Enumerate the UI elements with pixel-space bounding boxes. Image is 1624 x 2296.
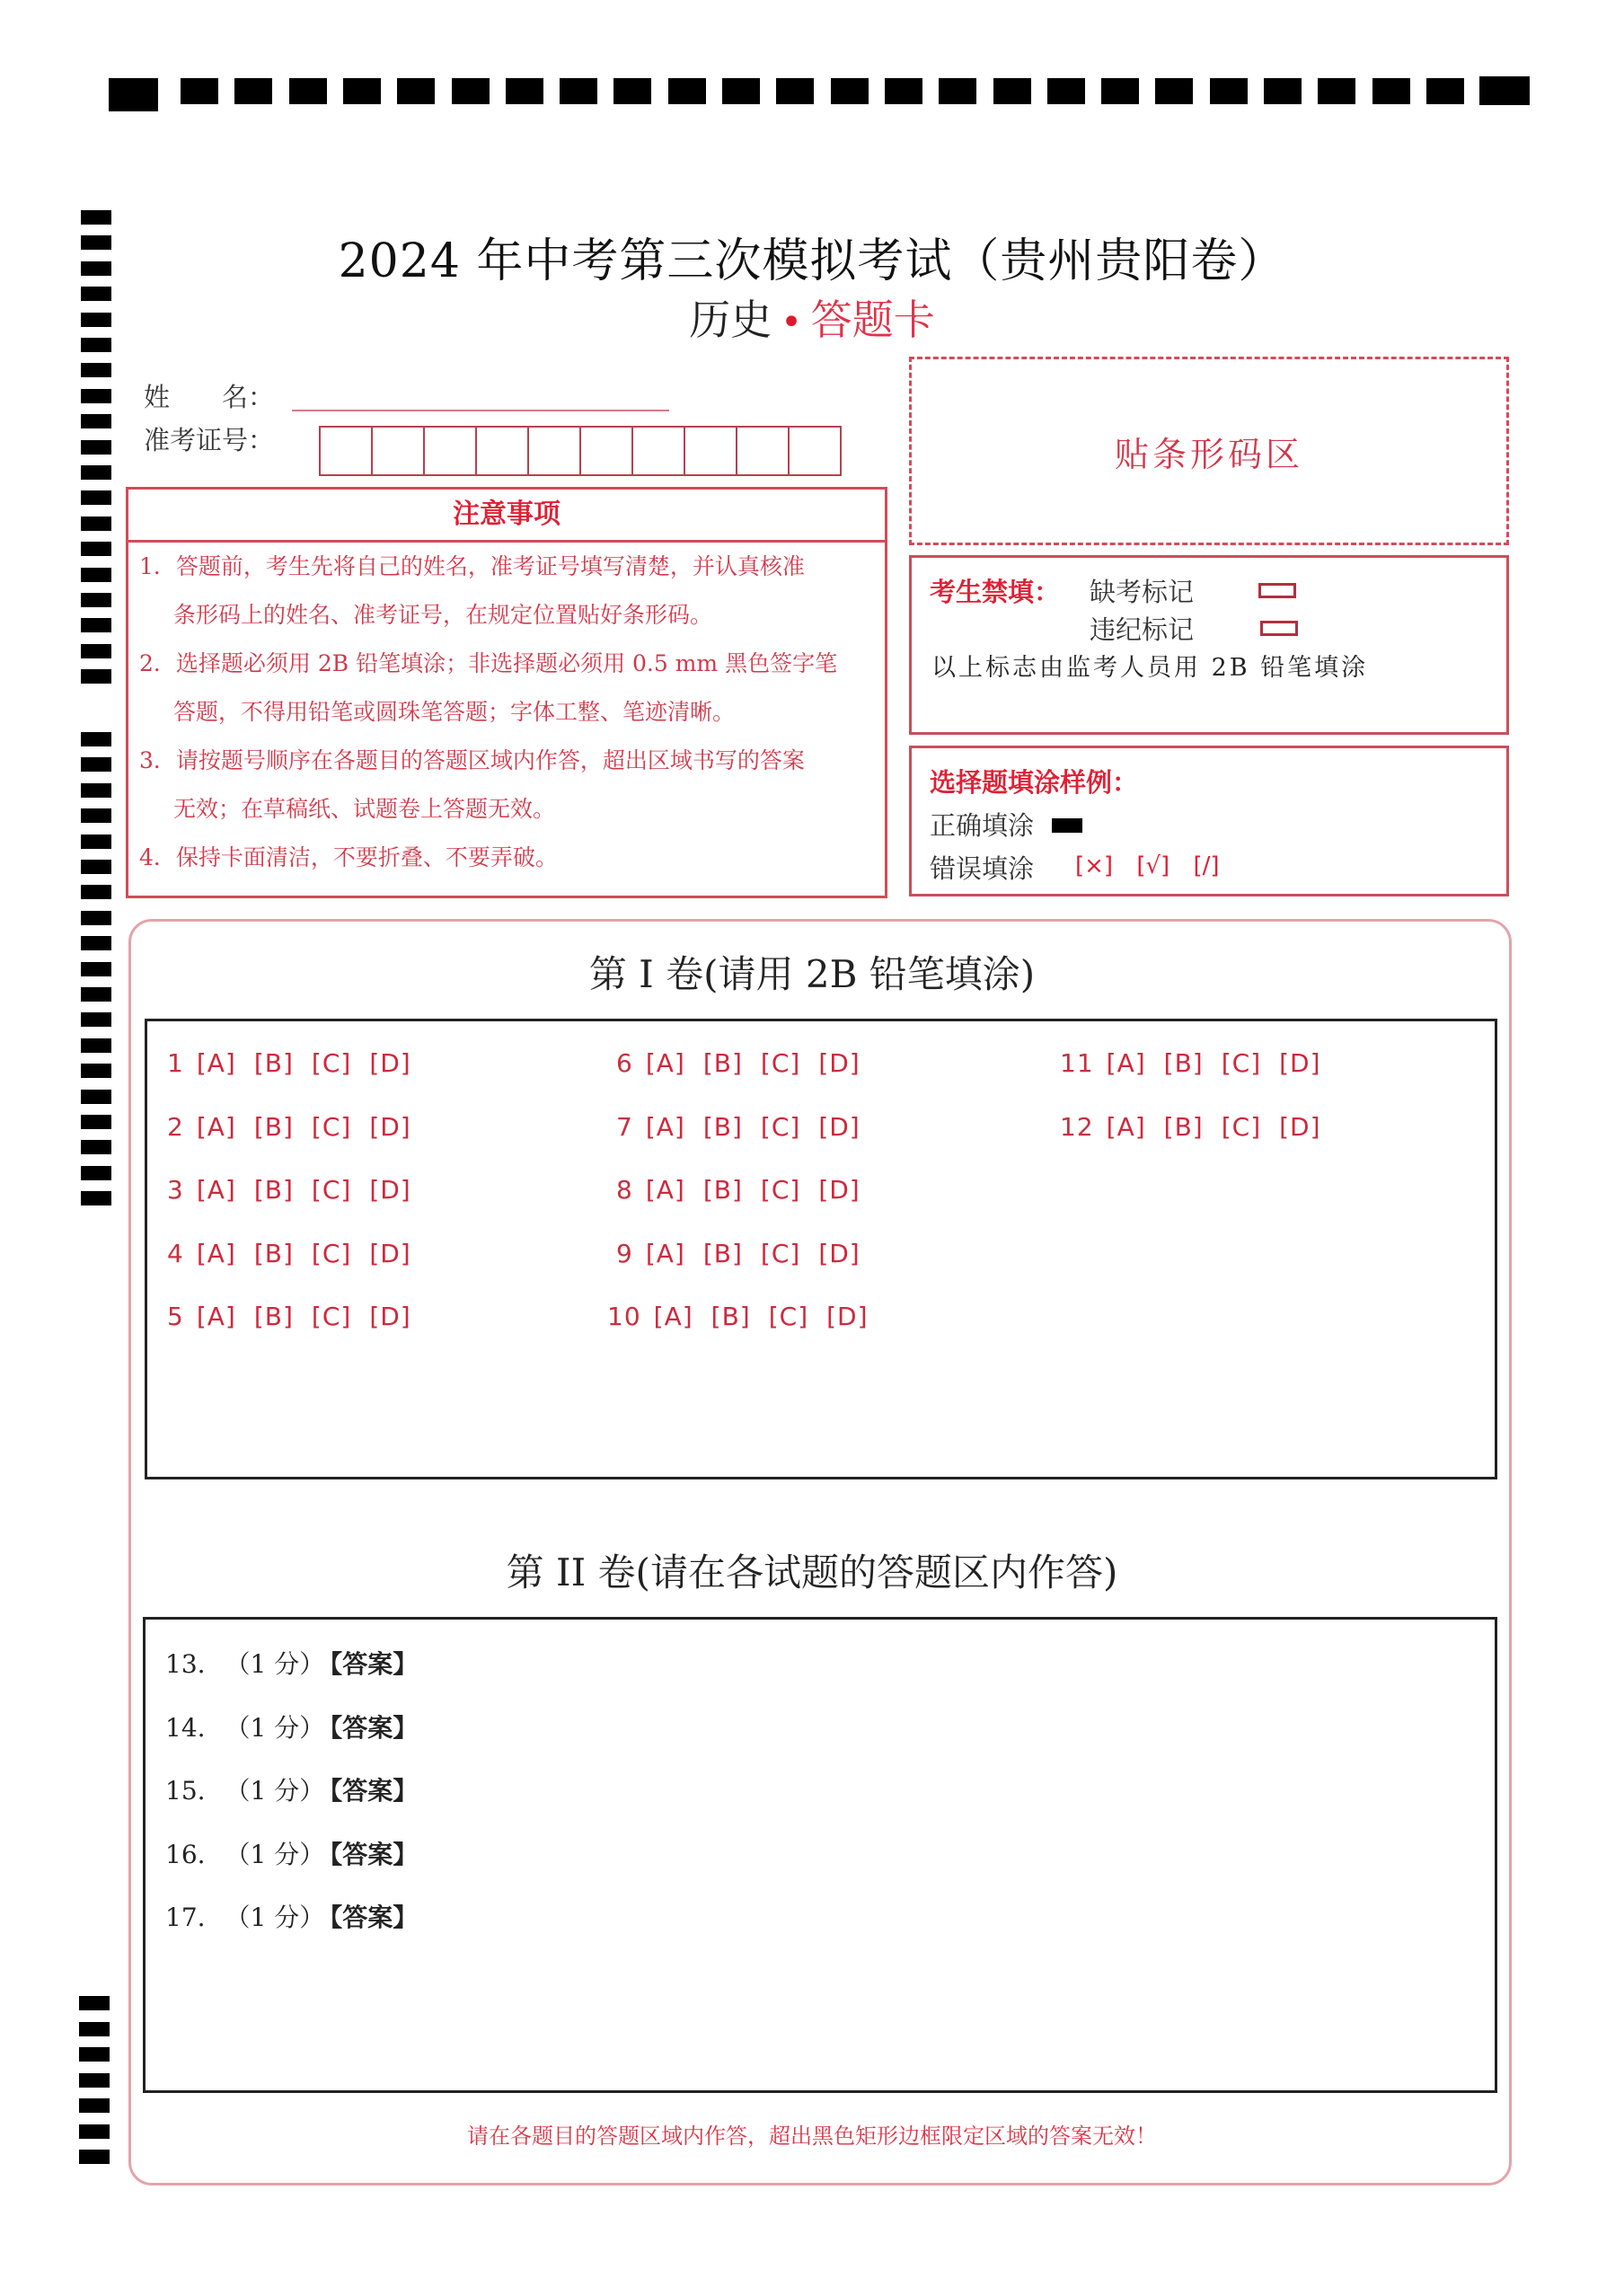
bubble-option-b[interactable]: [B] <box>702 1175 743 1205</box>
bubble-option-d[interactable]: [D] <box>369 1302 411 1331</box>
answer-tag: 【答案】 <box>330 1712 419 1743</box>
timing-mark <box>81 1140 111 1154</box>
bubble-option-b[interactable]: [B] <box>702 1111 743 1142</box>
absent-label: 缺考标记 <box>1090 577 1195 607</box>
name-label: 姓 名： <box>144 382 275 412</box>
bubble-option-d[interactable]: [D] <box>369 1238 411 1268</box>
exam-id-digit-box[interactable] <box>527 426 581 476</box>
wrong-mark-slash: [/] <box>1193 852 1220 879</box>
choice-question <box>167 1048 411 1078</box>
timing-mark <box>1318 78 1355 104</box>
barcode-area <box>909 357 1509 545</box>
notice-panel <box>126 487 887 898</box>
timing-mark <box>1479 76 1530 105</box>
answer-tag: 【答案】 <box>330 1903 419 1932</box>
bubble-option-a[interactable]: [A] <box>1106 1111 1146 1142</box>
timing-mark <box>81 465 111 480</box>
timing-mark <box>397 78 435 104</box>
subject-label: 历史 <box>689 296 772 344</box>
bubble-option-d[interactable]: [D] <box>369 1175 411 1205</box>
bubble-option-c[interactable]: [C] <box>760 1111 801 1142</box>
bubble-option-b[interactable]: [B] <box>1163 1111 1204 1142</box>
violation-checkbox[interactable] <box>1260 621 1298 636</box>
notice-item: 3．请按题号顺序在各题目的答题区域内作答，超出区域书写的答案 <box>139 747 805 773</box>
correct-fill-mark <box>1052 818 1082 833</box>
question-number: 5 <box>167 1302 184 1331</box>
question-number: 7 <box>616 1111 633 1142</box>
timing-mark <box>109 78 158 111</box>
timing-mark <box>1101 78 1139 104</box>
bubble-option-c[interactable]: [C] <box>311 1302 352 1331</box>
bubble-option-b[interactable]: [B] <box>253 1302 294 1331</box>
bubble-option-d[interactable]: [D] <box>1279 1111 1321 1142</box>
answer-question[interactable] <box>165 1709 418 1744</box>
section2-title: 第 II 卷(请在各试题的答题区内作答) <box>506 1550 1118 1594</box>
barcode-area-label: 贴条形码区 <box>1114 434 1303 474</box>
choice-question <box>1060 1048 1321 1078</box>
bubble-option-a[interactable]: [A] <box>653 1302 693 1331</box>
bubble-option-c[interactable]: [C] <box>768 1302 809 1331</box>
bubble-option-c[interactable]: [C] <box>311 1175 352 1205</box>
fill-sample-heading: 选择题填涂样例： <box>930 767 1139 798</box>
bubble-option-b[interactable]: [B] <box>253 1238 294 1268</box>
correct-fill-label: 正确填涂 <box>930 810 1035 841</box>
timing-mark <box>79 2073 110 2088</box>
bubble-option-b[interactable]: [B] <box>710 1302 751 1331</box>
bubble-option-a[interactable]: [A] <box>196 1238 236 1268</box>
choice-question <box>167 1239 411 1268</box>
answer-question[interactable] <box>165 1771 418 1807</box>
subtitle <box>0 287 1624 347</box>
section1-answer-box <box>145 1019 1497 1479</box>
bubble-option-a[interactable]: [A] <box>196 1302 236 1331</box>
timing-mark <box>79 1996 110 2010</box>
timing-mark <box>613 78 651 104</box>
notice-item: 条形码上的姓名、准考证号，在规定位置贴好条形码。 <box>173 602 713 628</box>
timing-mark <box>81 1191 111 1205</box>
bubble-option-a[interactable]: [A] <box>196 1111 236 1142</box>
choice-question <box>616 1112 861 1142</box>
violation-label: 违纪标记 <box>1090 614 1195 645</box>
exam-id-digit-box[interactable] <box>475 426 529 476</box>
timing-mark <box>81 1012 111 1027</box>
bubble-option-d[interactable]: [D] <box>369 1111 411 1142</box>
notice-item: 无效；在草稿纸、试题卷上答题无效。 <box>173 796 556 822</box>
answer-tag: 【答案】 <box>330 1776 419 1806</box>
notice-item: 答题，不得用铅笔或圆珠笔答题；字体工整、笔迹清晰。 <box>173 699 736 725</box>
question-score: （1 分） <box>225 1649 325 1679</box>
timing-mark <box>776 78 814 104</box>
bubble-option-a[interactable]: [A] <box>196 1175 236 1205</box>
timing-mark <box>81 835 111 849</box>
question-number: 10 <box>607 1302 641 1331</box>
timing-mark <box>81 1064 111 1078</box>
choice-question <box>616 1239 861 1268</box>
bubble-option-d[interactable]: [D] <box>369 1048 411 1078</box>
bubble-option-a[interactable]: [A] <box>645 1238 685 1268</box>
timing-mark <box>81 414 111 428</box>
bubble-option-a[interactable]: [A] <box>1106 1048 1146 1078</box>
bubble-option-c[interactable]: [C] <box>1221 1048 1262 1078</box>
question-number: 16. <box>165 1839 206 1869</box>
wrong-fill-label: 错误填涂 <box>930 853 1035 884</box>
timing-mark <box>81 517 111 531</box>
card-type-label: 答题卡 <box>810 296 935 344</box>
exam-id-label: 准考证号： <box>144 425 275 455</box>
timing-mark <box>81 757 111 772</box>
question-number: 3 <box>167 1175 184 1205</box>
choice-question <box>167 1302 411 1331</box>
timing-mark <box>1426 78 1464 104</box>
bubble-option-b[interactable]: [B] <box>1163 1048 1204 1078</box>
notice-item: 1．答题前，考生先将自己的姓名，准考证号填写清楚，并认真核准 <box>139 553 805 579</box>
answer-question[interactable] <box>165 1835 418 1871</box>
bubble-option-b[interactable]: [B] <box>253 1175 294 1205</box>
timing-mark <box>81 593 111 607</box>
question-number: 9 <box>616 1238 633 1268</box>
timing-mark <box>722 78 760 104</box>
question-number: 4 <box>167 1238 184 1268</box>
exam-id-digit-box[interactable] <box>684 426 737 476</box>
bubble-option-d[interactable]: [D] <box>826 1302 869 1331</box>
timing-mark <box>1155 78 1193 104</box>
timing-mark <box>81 490 111 505</box>
proctor-note: 以上标志由监考人员用 2B 铅笔填涂 <box>931 654 1369 682</box>
timing-mark <box>181 78 218 104</box>
timing-mark <box>79 2022 110 2036</box>
bubble-option-d[interactable]: [D] <box>818 1175 861 1205</box>
timing-mark <box>79 2047 110 2062</box>
question-number: 1 <box>167 1048 184 1078</box>
timing-mark <box>289 78 327 104</box>
bubble-option-c[interactable]: [C] <box>311 1048 352 1078</box>
timing-mark <box>81 568 111 582</box>
proctor-panel <box>909 555 1509 735</box>
bubble-option-a[interactable]: [A] <box>645 1111 685 1142</box>
notice-heading: 注意事项 <box>128 490 885 543</box>
exam-id-boxes <box>321 426 842 476</box>
question-number: 15. <box>165 1776 206 1806</box>
timing-mark <box>81 669 111 684</box>
timing-mark <box>81 618 111 632</box>
question-score: （1 分） <box>225 1776 325 1806</box>
question-number: 8 <box>616 1175 633 1205</box>
timing-mark <box>81 1038 111 1053</box>
section1-title: 第 I 卷(请用 2B 铅笔填涂) <box>588 952 1036 996</box>
question-number: 12 <box>1060 1111 1094 1142</box>
bubble-option-d[interactable]: [D] <box>1279 1048 1321 1078</box>
question-number: 2 <box>167 1111 184 1142</box>
timing-mark <box>506 78 543 104</box>
timing-mark <box>81 644 111 658</box>
exam-id-digit-box[interactable] <box>736 426 790 476</box>
timing-mark <box>1372 78 1410 104</box>
absent-checkbox[interactable] <box>1258 583 1296 598</box>
wrong-mark-check: [√] <box>1136 852 1170 879</box>
timing-mark <box>81 808 111 823</box>
bubble-option-c[interactable]: [C] <box>760 1048 801 1078</box>
answer-tag: 【答案】 <box>330 1839 419 1869</box>
notice-item: 4．保持卡面清洁，不要折叠、不要弄破。 <box>139 844 558 870</box>
timing-mark <box>81 783 111 798</box>
timing-mark <box>81 389 111 403</box>
bubble-option-b[interactable]: [B] <box>702 1238 743 1268</box>
bubble-option-d[interactable]: [D] <box>818 1238 861 1268</box>
proctor-heading: 考生禁填： <box>930 577 1061 607</box>
question-number: 6 <box>616 1048 633 1078</box>
question-number: 14. <box>165 1712 206 1743</box>
answer-question[interactable] <box>165 1898 418 1934</box>
bubble-option-a[interactable]: [A] <box>645 1175 685 1205</box>
bubble-option-b[interactable]: [B] <box>253 1111 294 1142</box>
timing-mark <box>885 78 922 104</box>
section2-answer-box <box>143 1617 1497 2093</box>
question-number: 17. <box>165 1903 206 1932</box>
answer-question[interactable] <box>165 1645 418 1681</box>
timing-mark <box>81 1115 111 1129</box>
timing-mark <box>81 860 111 874</box>
question-score: （1 分） <box>225 1712 325 1743</box>
choice-question <box>167 1175 411 1205</box>
question-number: 11 <box>1060 1048 1094 1078</box>
bubble-option-c[interactable]: [C] <box>1221 1111 1262 1142</box>
timing-mark <box>560 78 597 104</box>
timing-mark <box>1264 78 1302 104</box>
timing-mark <box>939 78 976 104</box>
separator-dot: • <box>781 302 802 343</box>
question-score: （1 分） <box>225 1839 325 1869</box>
exam-id-digit-box[interactable] <box>319 426 373 476</box>
bubble-option-a[interactable]: [A] <box>645 1048 685 1078</box>
exam-id-digit-box[interactable] <box>579 426 633 476</box>
timing-mark <box>81 885 111 899</box>
choice-question <box>607 1302 869 1331</box>
answer-tag: 【答案】 <box>330 1649 419 1679</box>
fill-sample-panel <box>909 746 1509 896</box>
choice-question <box>616 1048 861 1078</box>
bubble-option-b[interactable]: [B] <box>702 1048 743 1078</box>
bubble-option-a[interactable]: [A] <box>196 1048 236 1078</box>
notice-item: 2．选择题必须用 2B 铅笔填涂；非选择题必须用 0.5 mm 黑色签字笔 <box>139 650 838 676</box>
bubble-option-c[interactable]: [C] <box>760 1238 801 1268</box>
wrong-fill-marks <box>1075 852 1220 879</box>
timing-mark <box>81 363 111 377</box>
wrong-mark-cross: [×] <box>1075 852 1114 879</box>
timing-mark <box>1047 78 1085 104</box>
choice-question <box>616 1175 861 1205</box>
bubble-option-b[interactable]: [B] <box>253 1048 294 1078</box>
name-field[interactable] <box>292 410 669 411</box>
timing-mark <box>81 1166 111 1180</box>
exam-id-digit-box[interactable] <box>423 426 477 476</box>
timing-mark <box>81 440 111 455</box>
timing-mark <box>234 78 272 104</box>
timing-mark <box>79 2150 110 2164</box>
bubble-option-d[interactable]: [D] <box>818 1111 861 1142</box>
bubble-option-c[interactable]: [C] <box>311 1238 352 1268</box>
timing-mark <box>81 1090 111 1104</box>
timing-mark <box>452 78 490 104</box>
timing-mark <box>81 911 111 925</box>
question-score: （1 分） <box>225 1903 325 1932</box>
bubble-option-d[interactable]: [D] <box>818 1048 861 1078</box>
bubble-option-c[interactable]: [C] <box>311 1111 352 1142</box>
timing-mark <box>81 732 111 746</box>
timing-mark <box>831 78 869 104</box>
timing-mark <box>343 78 381 104</box>
timing-mark <box>1210 78 1248 104</box>
footer-warning: 请在各题目的答题区域内作答，超出黑色矩形边框限定区域的答案无效！ <box>467 2124 1157 2149</box>
choice-question <box>1060 1112 1321 1142</box>
question-number: 13. <box>165 1649 206 1679</box>
choice-question <box>167 1112 411 1142</box>
timing-mark <box>81 542 111 556</box>
exam-id-digit-box[interactable] <box>788 426 842 476</box>
exam-id-digit-box[interactable] <box>631 426 685 476</box>
bubble-option-c[interactable]: [C] <box>760 1175 801 1205</box>
page-title: 2024 年中考第三次模拟考试（贵州贵阳卷） <box>338 234 1286 288</box>
timing-mark <box>668 78 706 104</box>
exam-id-digit-box[interactable] <box>371 426 425 476</box>
timing-mark <box>993 78 1031 104</box>
timing-mark <box>79 2098 110 2113</box>
